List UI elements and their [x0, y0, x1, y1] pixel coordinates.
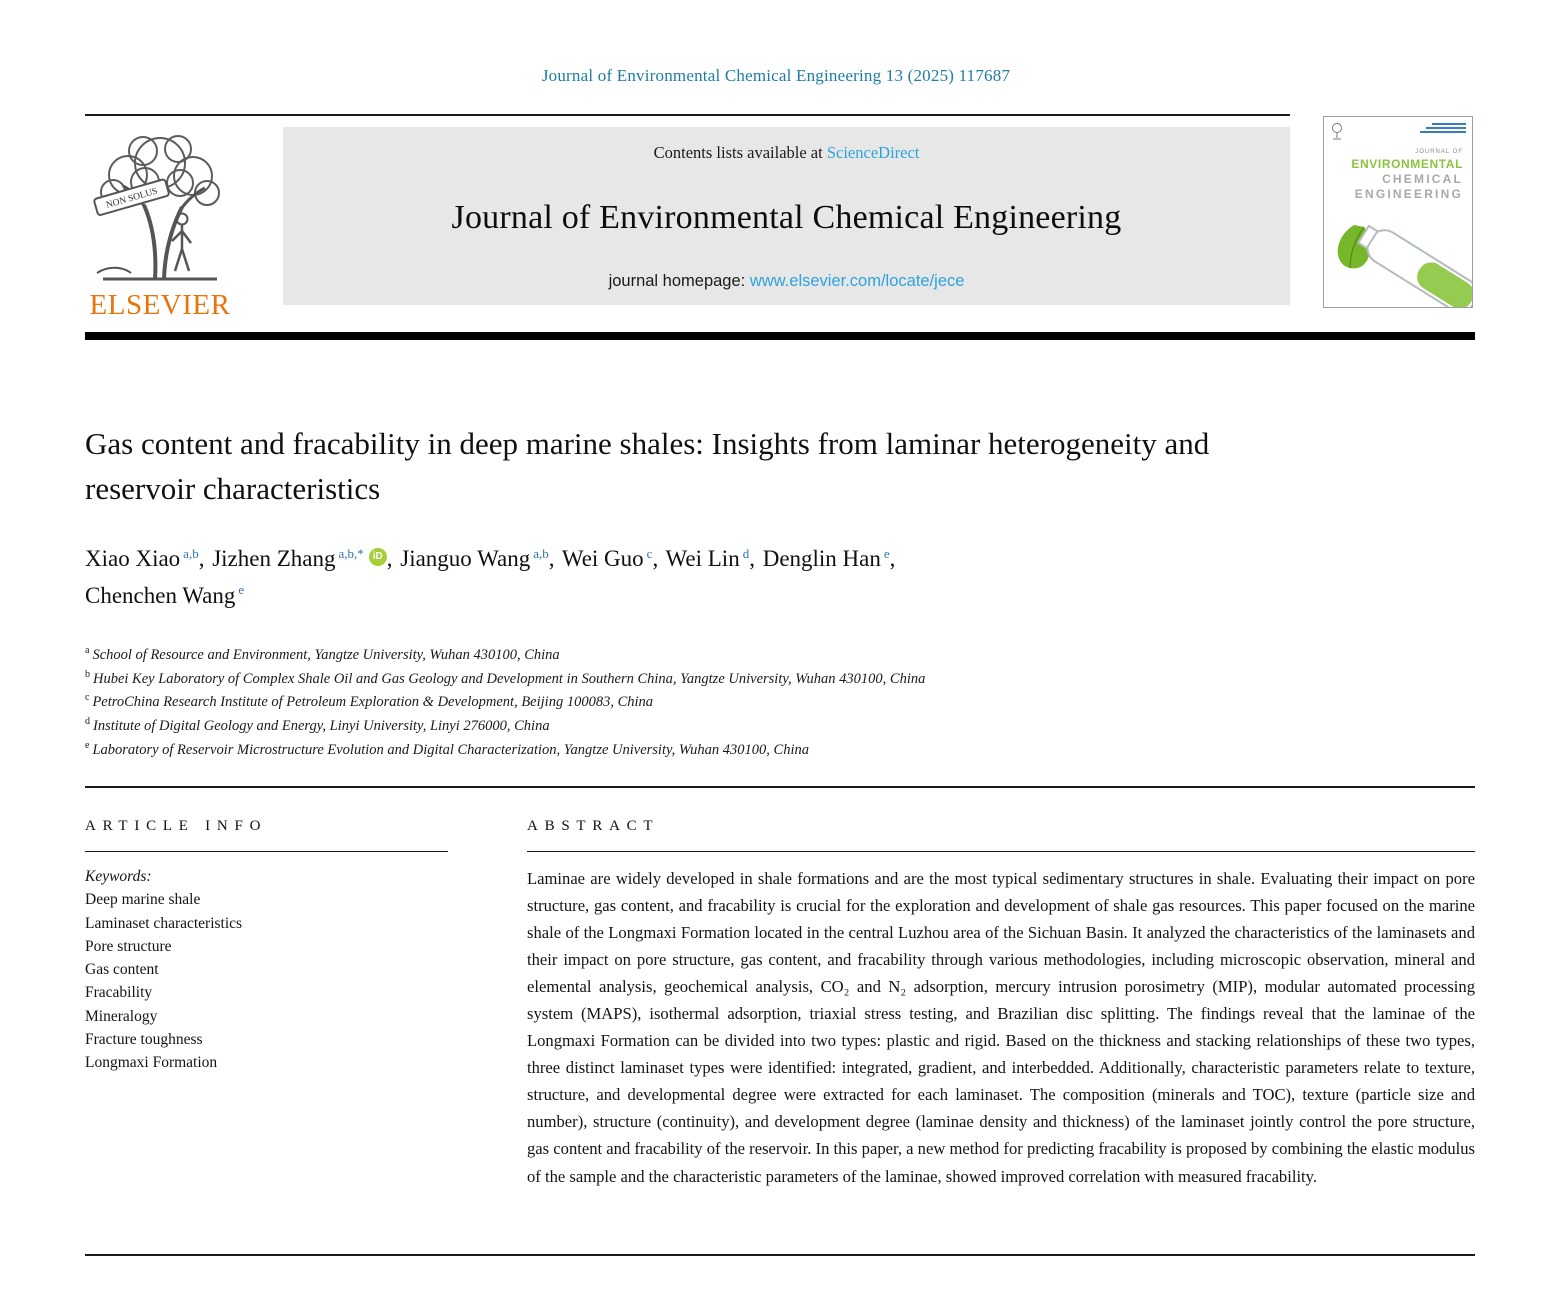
author: Wei Lin $^d$, [665, 545, 755, 572]
author: Jianguo Wang $^{a,b}$, [400, 545, 555, 572]
author-list [85, 541, 1475, 615]
author: Jizhen Zhang $^{a,b,*}$ iD , [212, 545, 393, 572]
orcid-icon[interactable]: iD [369, 548, 387, 566]
contents-line [293, 143, 1280, 163]
keyword: Laminaset characteristics [85, 914, 243, 932]
affiliation-list [85, 643, 1475, 762]
author-affil-sup: d [742, 545, 750, 561]
homepage-link[interactable]: www.elsevier.com/locate/jece [749, 272, 965, 290]
author-affil-sup: e [238, 582, 245, 598]
author-affil-sup: a,b [533, 545, 549, 561]
author: Xiao Xiao $^{a,b}$, [85, 545, 205, 572]
abstract-heading: ABSTRACT [527, 817, 660, 834]
keyword: Gas content [85, 961, 159, 979]
journal-cover-thumbnail [1323, 116, 1473, 308]
cover-kicker: JOURNAL OF [1415, 149, 1463, 155]
article-title: Gas content and fracability in deep marine shales: Insights from laminar heterogeneity and reservoir characteristics [85, 426, 1210, 506]
article-info-rule [85, 851, 448, 853]
homepage-line [293, 272, 1280, 291]
keyword: Mineralogy [85, 1007, 158, 1025]
affiliation: $^c$ PetroChina Research Institute of Petroleum Exploration & Development, Beijing 100083, China [85, 692, 654, 711]
keywords-label: Keywords: [85, 868, 152, 886]
author-affil-sup: a,b [183, 545, 199, 561]
author-affil-sup: e [883, 545, 890, 561]
abstract-text: Laminae are widely developed in shale formations and are the most typical sedimentary structures in shale. Evaluating their impact on pore structure, gas content, and fracability is crucial for the exploration and development of shale gas resources. This paper focused on the marine shale of the Longmaxi Formation located in the central Luzhou area of the Sichuan Basin. It analyzed the characteristics of the laminasets and their impact on pore structure, gas content, and fracability through various methodologies, including microscopic observation, mineral and elemental analysis, geochemical analysis, CO₂ and N₂ adsorption, mercury intrusion porosimetry (MIP), modular automated processing system (MAPS), isothermal adsorption, triaxial stress testing, and Brazilian disc splitting. The findings reveal that the laminae of the Longmaxi Formation can be divided into two types: plastic and rigid. Based on the thickness and stacking relationships of these two types, three distinct laminaset types were identified: integrated, gradient, and interbedded. Additionally, characteristic parameters relate to texture, structure, and developmental degree were extracted for each laminaset. The composition (minerals and TOC), texture (particle size and number), structure (continuity), and development degree (laminae density and thickness) of the laminaset jointly control the pore structure, gas content and fracability of the reservoir. In this paper, a new method for predicting fracability is proposed by combining the elastic modulus of the sample and the characteristic parameters of the laminae, showed improved correlation with measured fracability. [527, 869, 1475, 1186]
abstract-rule [527, 851, 1475, 853]
keyword: Longmaxi Formation [85, 1054, 218, 1072]
cover-title-block [1351, 149, 1463, 202]
header-divider-bar [85, 332, 1475, 340]
homepage-prefix: journal homepage: [608, 272, 746, 290]
journal-title: Journal of Environmental Chemical Engineering [451, 198, 1122, 236]
journal-header [85, 114, 1475, 322]
article-info-heading: ARTICLE INFO [85, 817, 268, 834]
author: Wei Guo $^c$, [561, 545, 659, 572]
contents-prefix: Contents lists available at [653, 143, 823, 162]
cover-top-row [1330, 122, 1466, 142]
info-abstract-columns [85, 788, 1475, 1240]
affiliation: $^e$ Laboratory of Reservoir Microstructure Evolution and Digital Characterization, Yangtze University, Wuhan 430100, China [85, 739, 809, 758]
elsevier-tree-icon [85, 127, 235, 287]
journal-citation[interactable]: Journal of Environmental Chemical Engineering 13 (2025) 117687 [541, 66, 1011, 85]
section-bottom-rule [85, 1254, 1475, 1256]
author: Chenchen Wang $^e$ [85, 582, 245, 609]
sciencedirect-link[interactable]: ScienceDirect [826, 143, 920, 162]
author-affil-sup: c [646, 545, 653, 561]
header-left-group [85, 114, 1290, 322]
author: Denglin Han $^e$, [762, 545, 896, 572]
article-info-column [85, 818, 448, 1240]
author-affil-sup: a,b,* [338, 545, 364, 561]
non-solus-ribbon-text: NON SOLUS [105, 186, 159, 211]
elsevier-logo [85, 127, 235, 322]
keyword: Pore structure [85, 937, 172, 955]
keyword: Fracability [85, 984, 153, 1002]
cover-issn-lines [1420, 122, 1466, 142]
affiliation: $^b$ Hubei Key Laboratory of Complex Shale Oil and Gas Geology and Development in Southern China, Yangtze University, Wuhan 430100, China [85, 668, 926, 687]
affiliation: $^d$ Institute of Digital Geology and Energy, Linyi University, Linyi 276000, China [85, 716, 550, 734]
cover-title-environmental: ENVIRONMENTAL [1351, 156, 1463, 171]
abstract-column [527, 818, 1475, 1240]
affiliation: $^a$ School of Resource and Environment, Yangtze University, Wuhan 430100, China [85, 644, 560, 663]
keyword: Deep marine shale [85, 891, 201, 909]
elsevier-wordmark: ELSEVIER [89, 289, 231, 321]
cover-leaf-bottle-art [1324, 207, 1472, 307]
cover-mini-elsevier-icon [1330, 122, 1344, 142]
cover-title-engineering: ENGINEERING [1354, 186, 1463, 201]
journal-banner-box [283, 127, 1290, 305]
cover-title-chemical: CHEMICAL [1382, 171, 1463, 186]
keyword: Fracture toughness [85, 1030, 203, 1048]
